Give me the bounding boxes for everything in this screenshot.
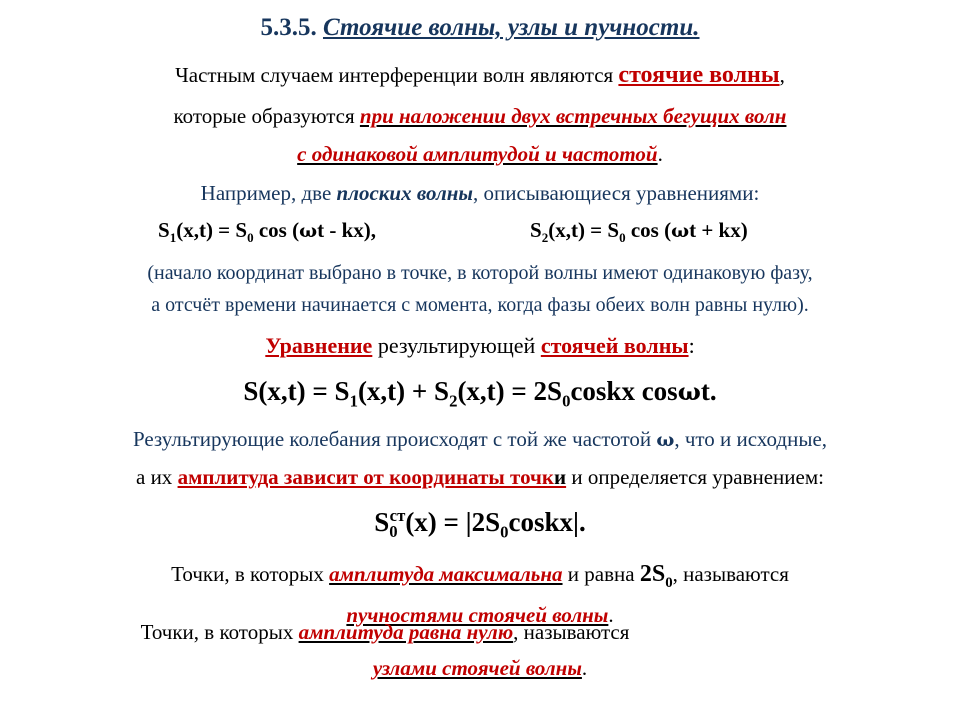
paragraph-3 [0,142,960,167]
slide-title [0,14,960,42]
p4-post: , описывающиеся уравнениями: [472,181,760,205]
note-line-2: а отсчёт времени начинается с момента, когда фазы обеих волн равны нулю). [151,294,809,316]
omega-symbol: ω [656,429,675,451]
paragraph-5 [0,427,960,452]
value-2s0: $2S_0$ [639,561,673,591]
p10-post: . [581,656,588,680]
equation-heading [0,333,960,359]
paragraph-2 [0,104,960,129]
omega-symbol: ω [677,377,701,406]
p6-text: а их [136,465,178,489]
p3-post: . [657,142,663,166]
p5-text: Результирующие колебания происходят с той же частотой [132,427,657,451]
equation-amplitude: $S_0^{ст}(x)$ = $|2S_0coskx|$. [374,506,586,542]
term-amplitude-zero: амплитуда равна нулю [298,620,514,644]
p1-post: , [779,63,785,87]
paragraph-6 [0,465,960,490]
equation-main: $S(x,t) = S_1(x,t) + S_2(x,t)$ = $2S_0coskx$ cosωt. [243,376,717,411]
p2-text: которые образуются [173,104,360,128]
eq-heading-mid: результирующей [372,333,541,358]
p9-text: Точки, в которых [140,620,299,644]
term-counter-waves: при наложении двух встречных бегущих волн [359,104,787,128]
omega-symbol: ω [299,220,318,242]
p1-text: Частным случаем интерференции волн являются [175,63,619,87]
term-plane-waves: плоских волны [336,181,473,205]
p9-post: , называются [513,620,630,644]
term-amplitude-max: амплитуда максимальна [329,562,563,586]
p8-post: . [608,603,614,627]
term-amplitude-depends: амплитуда зависит от координаты точки [177,465,567,489]
paragraph-9 [0,620,865,645]
term-same-amplitude: с одинаковой амплитудой и частотой [297,142,658,166]
title-number: 5.3.5. [260,14,323,41]
p6-post: и определяется уравнением: [566,465,824,489]
paragraph-7 [0,561,960,591]
equation-s2: $S_2(x,t) = S_0$ cos (ωt + kx) [530,218,748,246]
term-equation: Уравнение [265,333,373,358]
term-standing-wave: стоячей волны [540,333,689,358]
note-line-1: (начало координат выбрано в точке, в которой волны имеют одинаковую фазу, [147,262,813,284]
paragraph-4 [0,181,960,206]
equation-s1: $S_1(x,t) = S_0$ cos (ωt - kx), [158,218,377,246]
omega-symbol: ω [671,220,690,242]
p7-mid: и равна [562,562,640,586]
p7-text: Точки, в которых [171,562,330,586]
eq-heading-post: : [688,333,695,358]
term-standing-waves: стоячие волны [618,62,780,88]
term-antinodes: пучностями стоячей волны [346,603,609,627]
p4-text: Например, две [200,181,337,205]
p7-post: , называются [672,562,789,586]
title-text: Стоячие волны, узлы и пучности. [322,14,700,41]
paragraph-10 [0,656,960,681]
paragraph-1 [0,62,960,89]
p5-post: , что и исходные, [674,427,828,451]
term-nodes: узлами стоячей волны [372,656,582,680]
